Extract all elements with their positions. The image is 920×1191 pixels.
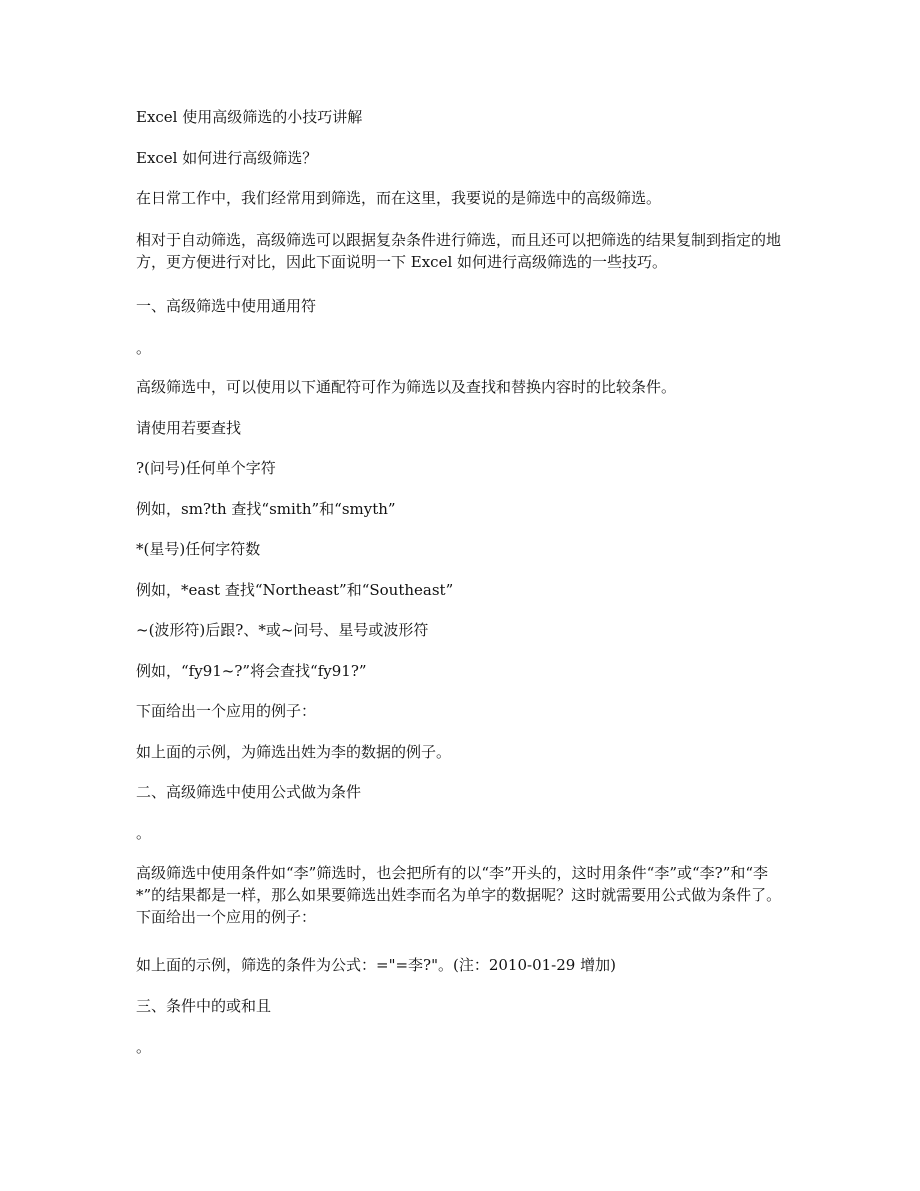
comparison-paragraph: 相对于自动筛选，高级筛选可以跟据复杂条件进行筛选，而且还可以把筛选的结果复制到指定的地方，更方便进行对比，因此下面说明一下 Excel 如何进行高级筛选的一些技巧。	[136, 231, 782, 271]
question-heading: Excel 如何进行高级筛选？	[136, 149, 318, 167]
wildcard-tilde-example: 例如，“fy91~?”将会查找“fy91?”	[136, 662, 367, 680]
section-heading-2: 二、高级筛选中使用公式做为条件	[136, 783, 362, 801]
wildcard-question-mark-example: 例如，sm?th 查找“smith”和“smyth”	[136, 500, 396, 518]
wildcard-asterisk: *(星号)任何字符数	[136, 540, 261, 558]
section-3-period: 。	[136, 1038, 152, 1056]
example-1-line: 如上面的示例，为筛选出姓为李的数据的例子。	[136, 743, 452, 761]
section-heading-1: 一、高级筛选中使用通用符	[136, 297, 317, 315]
section-1-period: 。	[136, 339, 152, 357]
use-to-find-line: 请使用若要查找	[136, 419, 242, 437]
wildcard-tilde: ~(波形符)后跟?、*或~问号、星号或波形符	[136, 621, 429, 639]
wildcard-question-mark: ?(问号)任何单个字符	[136, 459, 276, 477]
document-title: Excel 使用高级筛选的小技巧讲解	[136, 108, 363, 126]
formula-paragraph: 高级筛选中使用条件如“李”筛选时，也会把所有的以“李”开头的，这时用条件“李”或“李?”和“李*”的结果都是一样，那么如果要筛选出姓李而名为单字的数据呢？这时就需要用公式做为条件了。下面给出一个应用的例子：	[136, 864, 782, 926]
example-2-line: 如上面的示例，筛选的条件为公式：="=李?"。(注：2010-01-29 增加)	[136, 956, 616, 974]
wildcard-asterisk-example: 例如，*east 查找“Northeast”和“Southeast”	[136, 581, 454, 599]
intro-paragraph: 在日常工作中，我们经常用到筛选，而在这里，我要说的是筛选中的高级筛选。	[136, 189, 662, 207]
section-2-period: 。	[136, 824, 152, 842]
wildcards-paragraph: 高级筛选中，可以使用以下通配符可作为筛选以及查找和替换内容时的比较条件。	[136, 378, 677, 396]
example-intro-line: 下面给出一个应用的例子：	[136, 702, 317, 720]
section-heading-3: 三、条件中的或和且	[136, 997, 272, 1015]
